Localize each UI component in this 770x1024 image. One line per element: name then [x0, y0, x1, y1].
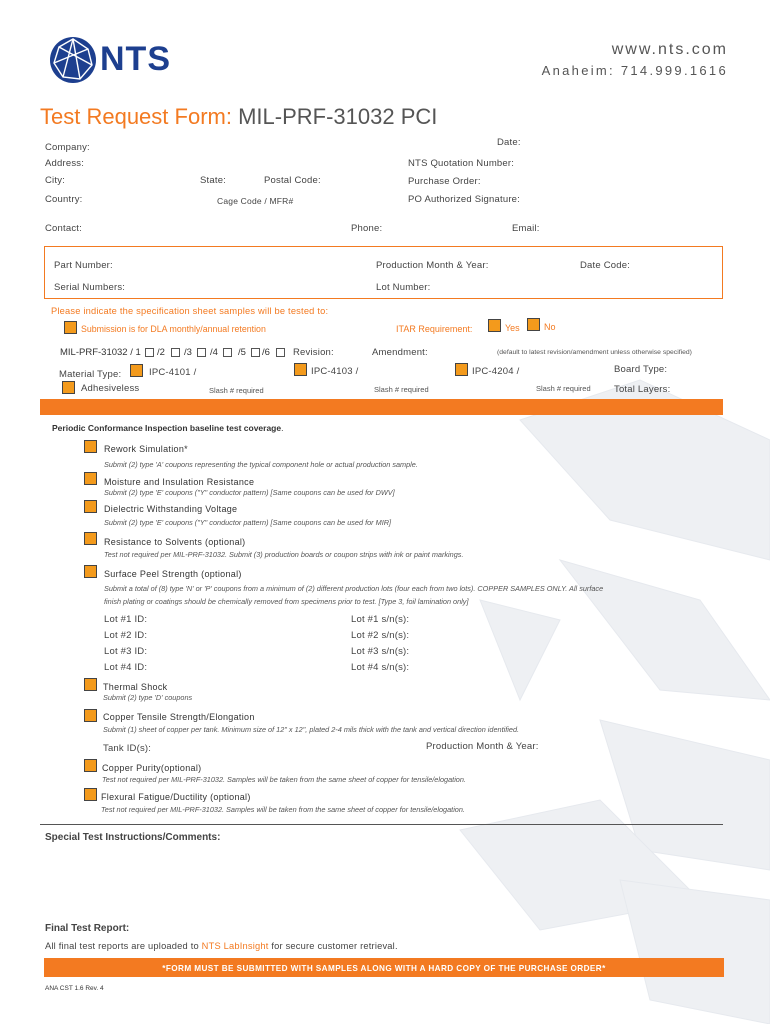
- final-report-text-before: All final test reports are uploaded to: [45, 941, 199, 951]
- dielectric-voltage-desc: Submit (2) type 'E' coupons ("Y" conductor pattern) [Same coupons can be used for MIR]: [104, 518, 392, 527]
- slash1-checkbox[interactable]: [145, 348, 154, 357]
- production-month-year-field[interactable]: Production Month & Year:: [376, 260, 489, 271]
- dla-submission-label: Submission is for DLA monthly/annual retention: [81, 324, 266, 334]
- resistance-solvents-desc: Test not required per MIL-PRF-31032. Submit (3) production boards or coupon strips with ink or paint markings.: [104, 550, 464, 559]
- phone-field[interactable]: Phone:: [351, 223, 383, 234]
- serial-numbers-field[interactable]: Serial Numbers:: [54, 282, 126, 293]
- thermal-shock-title: Thermal Shock: [103, 682, 168, 692]
- moisture-insulation-checkbox[interactable]: [84, 472, 97, 485]
- globe-logo-icon: [48, 35, 98, 85]
- special-instructions-area[interactable]: [45, 848, 723, 918]
- board-type-field[interactable]: Board Type:: [614, 364, 668, 375]
- rework-simulation-title: Rework Simulation*: [104, 444, 188, 454]
- part-number-field[interactable]: Part Number:: [54, 260, 113, 271]
- slash3-checkbox[interactable]: [197, 348, 206, 357]
- spec-instruction: Please indicate the specification sheet samples will be tested to:: [51, 306, 329, 316]
- nts-quotation-field[interactable]: NTS Quotation Number:: [408, 158, 515, 169]
- slash6-checkbox[interactable]: [276, 348, 285, 357]
- lot1-sn-field[interactable]: Lot #1 s/n(s):: [351, 614, 410, 625]
- ipc4103-checkbox[interactable]: [294, 363, 307, 376]
- material-type-label: Material Type:: [59, 369, 122, 380]
- po-signature-field[interactable]: PO Authorized Signature:: [408, 194, 521, 205]
- revision-field[interactable]: Revision:: [293, 347, 334, 358]
- cage-code-field[interactable]: Cage Code / MFR#: [217, 196, 294, 206]
- lot2-id-field[interactable]: Lot #2 ID:: [104, 630, 148, 641]
- slash5-checkbox[interactable]: [251, 348, 260, 357]
- surface-peel-desc-2: finish plating or coatings should be chemically removed from specimens prior to test. [Type 3, foil lamination only]: [104, 597, 469, 606]
- itar-no-label: No: [544, 322, 556, 332]
- ipc4101-label: IPC-4101 /: [149, 367, 197, 378]
- copper-tensile-desc: Submit (1) sheet of copper per tank. Minimum size of 12" x 12", plated 2-4 mils thick with the tank and vertical direction identified.: [103, 725, 520, 734]
- tests-heading-text: Periodic Conformance Inspection baseline test coverage: [52, 423, 282, 433]
- resistance-solvents-title: Resistance to Solvents (optional): [104, 537, 246, 547]
- logo-wordmark: NTS: [100, 40, 171, 78]
- itar-yes-checkbox[interactable]: [488, 319, 501, 332]
- dla-checkbox[interactable]: [64, 321, 77, 334]
- itar-yes-label: Yes: [505, 323, 520, 333]
- itar-label: ITAR Requirement:: [396, 324, 473, 334]
- ipc4204-checkbox[interactable]: [455, 363, 468, 376]
- tests-heading: [52, 423, 283, 433]
- slash4-checkbox[interactable]: [223, 348, 232, 357]
- date-field[interactable]: Date:: [497, 137, 521, 148]
- total-layers-field[interactable]: Total Layers:: [614, 384, 671, 395]
- final-report-text: [45, 941, 398, 951]
- moisture-insulation-title: Moisture and Insulation Resistance: [104, 477, 255, 487]
- default-revision-note: (default to latest revision/amendment unless otherwise specified): [497, 349, 692, 356]
- slash4-label: /4: [210, 347, 218, 358]
- contact-field[interactable]: Contact:: [45, 223, 82, 234]
- website-link[interactable]: www.nts.com: [611, 41, 728, 58]
- tests-heading-period: .: [281, 423, 284, 433]
- tank-ids-field[interactable]: Tank ID(s):: [103, 743, 152, 754]
- special-instructions-divider: [40, 824, 723, 825]
- copper-tensile-checkbox[interactable]: [84, 709, 97, 722]
- postal-code-field[interactable]: Postal Code:: [264, 175, 321, 186]
- labinsight-link[interactable]: NTS LabInsight: [201, 941, 269, 951]
- company-field[interactable]: Company:: [45, 142, 90, 153]
- section-divider-bar: [40, 399, 723, 415]
- lot4-sn-field[interactable]: Lot #4 s/n(s):: [351, 662, 410, 673]
- special-instructions-heading: Special Test Instructions/Comments:: [45, 832, 221, 843]
- surface-peel-checkbox[interactable]: [84, 565, 97, 578]
- date-code-field[interactable]: Date Code:: [580, 260, 631, 271]
- copper-tensile-title: Copper Tensile Strength/Elongation: [103, 712, 255, 722]
- resistance-solvents-checkbox[interactable]: [84, 532, 97, 545]
- moisture-insulation-desc: Submit (2) type 'E' coupons ("Y" conductor pattern) [Same coupons can be used for DWV]: [104, 488, 395, 497]
- country-field[interactable]: Country:: [45, 194, 83, 205]
- slash-required-4204: Slash # required: [536, 384, 591, 393]
- flexural-fatigue-desc: Test not required per MIL-PRF-31032. Samples will be taken from the same sheet of copper for tensile/elogation.: [101, 805, 465, 814]
- adhesiveless-label: Adhesiveless: [81, 383, 140, 394]
- dielectric-voltage-title: Dielectric Withstanding Voltage: [104, 504, 238, 514]
- ipc4101-checkbox[interactable]: [130, 364, 143, 377]
- rework-simulation-checkbox[interactable]: [84, 440, 97, 453]
- final-report-text-after: for secure customer retrieval.: [271, 941, 398, 951]
- state-field[interactable]: State:: [200, 175, 227, 186]
- lot3-sn-field[interactable]: Lot #3 s/n(s):: [351, 646, 410, 657]
- itar-no-checkbox[interactable]: [527, 318, 540, 331]
- flexural-fatigue-title: Flexural Fatigue/Ductility (optional): [101, 792, 251, 802]
- lot3-id-field[interactable]: Lot #3 ID:: [104, 646, 148, 657]
- slash2-label: /2: [157, 347, 165, 358]
- submission-banner-text: *FORM MUST BE SUBMITTED WITH SAMPLES ALONG WITH A HARD COPY OF THE PURCHASE ORDER*: [162, 964, 606, 973]
- adhesiveless-checkbox[interactable]: [62, 381, 75, 394]
- ipc4103-label: IPC-4103 /: [311, 366, 359, 377]
- city-field[interactable]: City:: [45, 175, 65, 186]
- page-title: [40, 104, 437, 130]
- slash-required-4101: Slash # required: [209, 386, 264, 395]
- lot4-id-field[interactable]: Lot #4 ID:: [104, 662, 148, 673]
- copper-purity-desc: Test not required per MIL-PRF-31032. Samples will be taken from the same sheet of copper for tensile/elogation.: [102, 775, 466, 784]
- title-prefix: Test Request Form:: [40, 104, 232, 129]
- tensile-production-month-year-field[interactable]: Production Month & Year:: [426, 741, 539, 752]
- ipc4204-label: IPC-4204 /: [472, 366, 520, 377]
- mil-prf-label: MIL-PRF-31032 / 1: [60, 347, 141, 358]
- slash5-label: /5: [238, 347, 246, 358]
- lot1-id-field[interactable]: Lot #1 ID:: [104, 614, 148, 625]
- final-report-heading: Final Test Report:: [45, 923, 130, 934]
- copper-purity-title: Copper Purity(optional): [102, 763, 202, 773]
- slash2-checkbox[interactable]: [171, 348, 180, 357]
- thermal-shock-checkbox[interactable]: [84, 678, 97, 691]
- surface-peel-title: Surface Peel Strength (optional): [104, 569, 242, 579]
- anaheim-phone: Anaheim: 714.999.1616: [541, 63, 728, 78]
- email-field[interactable]: Email:: [512, 223, 540, 234]
- surface-peel-desc: Submit a total of (8) type 'N' or 'P' coupons from a minimum of (2) different production lots (four each from two lots). COPPER SAMPLES ONLY. All surface: [104, 584, 604, 593]
- address-field[interactable]: Address:: [45, 158, 85, 169]
- submission-banner: [44, 958, 724, 977]
- title-suffix: MIL-PRF-31032 PCI: [238, 104, 438, 129]
- slash3-label: /3: [184, 347, 192, 358]
- thermal-shock-desc: Submit (2) type 'D' coupons: [103, 693, 193, 702]
- purchase-order-field[interactable]: Purchase Order:: [408, 176, 481, 187]
- rework-simulation-desc: Submit (2) type 'A' coupons representing the typical component hole or actual production sample.: [104, 460, 418, 469]
- lot-number-field[interactable]: Lot Number:: [376, 282, 431, 293]
- dielectric-voltage-checkbox[interactable]: [84, 500, 97, 513]
- form-revision: ANA CST 1.6 Rev. 4: [45, 985, 104, 992]
- slash-required-4103: Slash # required: [374, 385, 429, 394]
- lot2-sn-field[interactable]: Lot #2 s/n(s):: [351, 630, 410, 641]
- amendment-field[interactable]: Amendment:: [372, 347, 428, 358]
- flexural-fatigue-checkbox[interactable]: [84, 788, 97, 801]
- slash6-label: /6: [262, 347, 270, 358]
- copper-purity-checkbox[interactable]: [84, 759, 97, 772]
